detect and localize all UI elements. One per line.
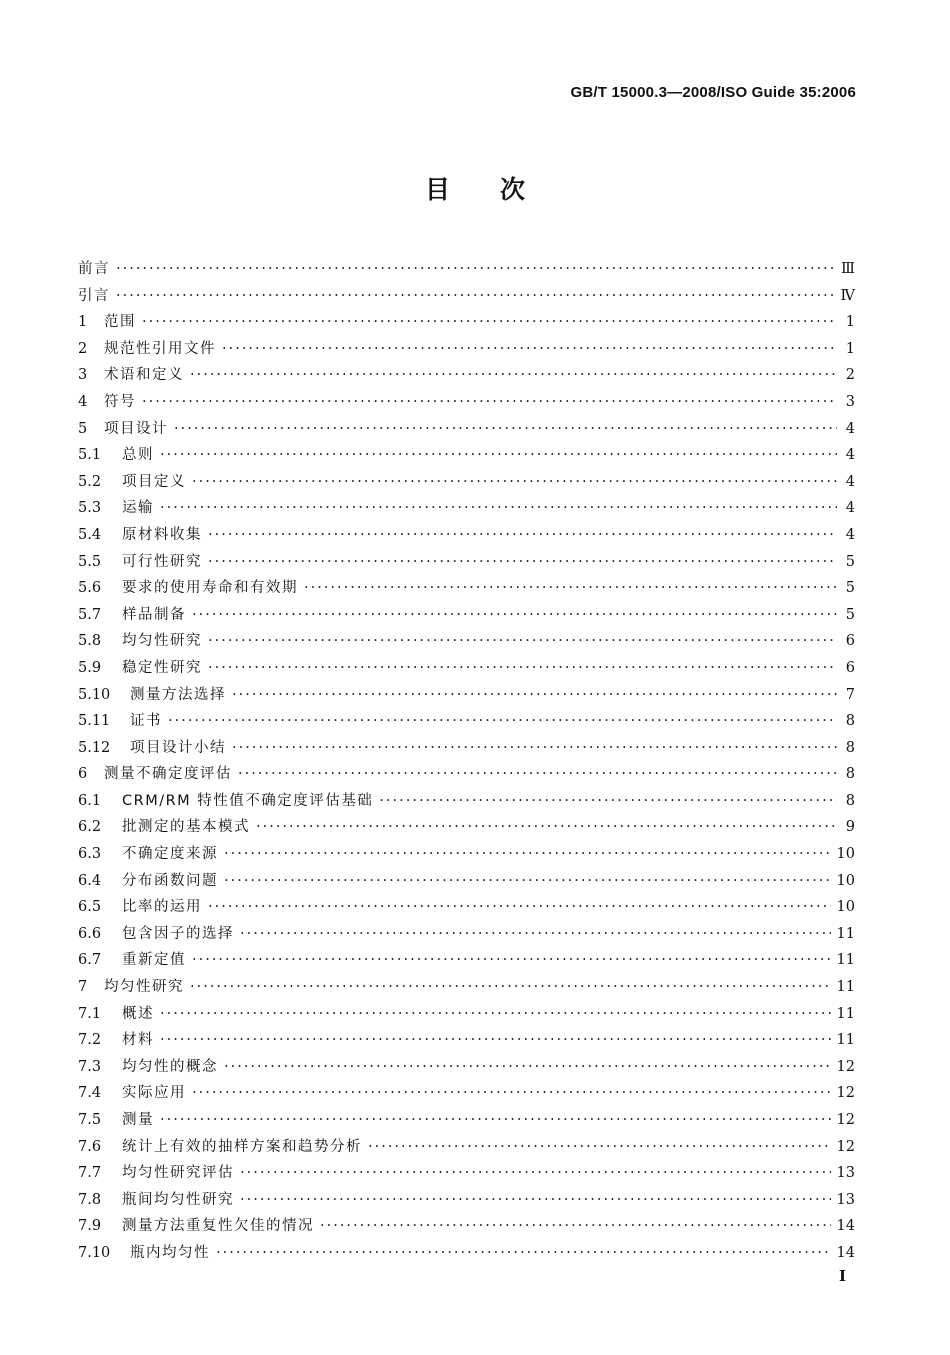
toc-entry[interactable] [78,894,855,921]
toc-entry-title: 重新定值 [122,952,186,969]
toc-entry-page: 5 [845,606,855,623]
toc-entry-page: Ⅲ [841,261,855,277]
toc-entry-page: 8 [845,713,855,730]
toc-entry-title: 项目定义 [122,473,186,490]
toc-entry-page: 12 [836,1085,855,1102]
toc-leader-dots [160,495,837,522]
toc-entry[interactable] [78,814,855,841]
toc-entry-title: 总则 [122,447,154,464]
toc-entry-number: 6.6 [78,925,102,942]
toc-entry-page: Ⅳ [840,287,855,304]
toc-entry-title: 统计上有效的抽样方案和趋势分析 [122,1138,362,1155]
toc-entry-number: 5.9 [78,659,102,676]
toc-entry[interactable] [78,655,855,682]
toc-entry-title: 包含因子的选择 [122,925,234,942]
toc-entry-title: 测量方法重复性欠佳的情况 [122,1218,314,1235]
toc-leader-dots [368,1134,831,1161]
toc-entry-page: 14 [836,1218,855,1235]
toc-entry-title: 不确定度来源 [122,846,218,863]
toc-entry-page: 6 [845,659,855,676]
toc-entry[interactable] [78,735,855,762]
toc-entry-number: 7.4 [78,1085,102,1102]
toc-entry[interactable] [78,628,855,655]
toc-entry-title: 测量方法选择 [130,686,226,703]
toc-entry[interactable] [78,708,855,735]
toc-entry-title: 分布函数问题 [122,872,218,889]
toc-entry[interactable] [78,1134,855,1161]
toc-entry[interactable] [78,788,855,815]
toc-leader-dots [216,1240,831,1267]
toc-entry-page: 2 [845,367,855,384]
toc-entry[interactable] [78,841,855,868]
toc-entry-title: 实际应用 [122,1085,186,1102]
toc-entry-title: 均匀性研究 [104,979,184,996]
toc-entry-title: 运输 [122,500,154,517]
toc-entry-title: 可行性研究 [122,553,202,570]
toc-entry-number: 7.6 [78,1138,102,1155]
toc-entry-page: 6 [845,633,855,650]
toc-leader-dots [379,788,837,815]
toc-entry-page: 14 [836,1244,855,1261]
toc-entry-number: 4 [78,393,88,410]
toc-entry-number: 6.1 [78,792,102,809]
toc-leader-dots [240,921,831,948]
toc-entry[interactable] [78,1054,855,1081]
toc-entry-page: 1 [845,314,855,331]
toc-entry-page: 12 [836,1112,855,1128]
toc-leader-dots [160,1107,831,1134]
toc-entry-page: 11 [836,1005,855,1022]
toc-entry-page: 5 [845,580,855,597]
toc-entry-page: 7 [845,686,855,703]
toc-entry-page: 8 [845,766,855,783]
toc-entry-number: 5.3 [78,500,102,517]
toc-leader-dots [192,1080,831,1107]
toc-entry-page: 11 [836,925,855,942]
toc-entry[interactable] [78,868,855,895]
toc-leader-dots [190,362,837,389]
toc-entry-page: 5 [845,553,855,570]
toc-entry-page: 10 [836,846,855,863]
toc-entry-page: 4 [845,420,855,437]
toc-entry-page: 13 [836,1191,855,1208]
toc-entry-title: 比率的运用 [122,899,202,916]
toc-entry-page: 11 [836,979,855,996]
toc-entry-title: 均匀性研究评估 [122,1165,234,1182]
toc-leader-dots [208,549,837,576]
toc-entry[interactable] [78,549,855,576]
toc-leader-dots [224,868,831,895]
toc-entry-title: 材料 [122,1032,154,1049]
toc-leader-dots [320,1213,831,1240]
toc-entry-title: 测量不确定度评估 [104,766,232,783]
toc-entry-number: 1 [78,314,88,331]
toc-entry-number: 6.2 [78,819,102,836]
toc-entry[interactable] [78,1187,855,1214]
toc-entry[interactable] [78,522,855,549]
toc-leader-dots [208,628,837,655]
toc-entry-page: 13 [836,1165,855,1182]
toc-entry[interactable] [78,283,855,310]
toc-entry[interactable] [78,1001,855,1028]
toc-entry-title: 批测定的基本模式 [122,819,250,836]
toc-leader-dots [304,575,837,602]
toc-entry-number: 7 [78,979,88,996]
toc-entry-title: 符号 [104,393,136,410]
toc-entry-title: 前言 [78,261,110,277]
toc-leader-dots [224,841,831,868]
toc-leader-dots [232,735,837,762]
toc-leader-dots [142,309,837,336]
toc-entry-title: 项目设计小结 [130,739,226,756]
toc-entry[interactable] [78,336,855,363]
toc-leader-dots [240,1160,831,1187]
toc-entry-number: 6.7 [78,952,102,969]
toc-entry-page: 8 [845,739,855,756]
toc-leader-dots [160,1027,831,1054]
toc-entry-number: 7.3 [78,1058,102,1075]
toc-entry-title: 稳定性研究 [122,659,202,676]
toc-entry[interactable] [78,575,855,602]
toc-entry[interactable] [78,761,855,788]
toc-leader-dots [142,389,837,416]
toc-entry-title: 规范性引用文件 [104,340,216,357]
toc-entry-number: 5.5 [78,553,102,570]
toc-entry-page: 12 [836,1138,855,1155]
toc-entry-number: 6.5 [78,899,102,916]
toc-entry-number: 7.7 [78,1165,102,1182]
toc-entry[interactable] [78,1213,855,1240]
toc-entry-page: 4 [845,473,855,490]
toc-entry-number: 7.10 [78,1244,111,1261]
toc-leader-dots [116,283,835,310]
toc-entry[interactable] [78,947,855,974]
toc-entry-page: 8 [845,792,855,809]
toc-entry-title: 术语和定义 [104,367,184,384]
standard-code: GB/T 15000.3—2008/ISO Guide 35:2006 [570,84,856,101]
toc-entry[interactable] [78,1027,855,1054]
toc-entry-title: 样品制备 [122,606,186,623]
toc-leader-dots [208,894,831,921]
toc-leader-dots [192,602,837,629]
toc-leader-dots [224,1054,831,1081]
toc-entry-title: 瓶内均匀性 [130,1244,210,1261]
toc-entry-number: 3 [78,367,88,384]
toc-entry-number: 5.4 [78,526,102,543]
toc-leader-dots [190,974,831,1001]
toc-entry[interactable] [78,974,855,1001]
toc-entry-number: 6 [78,766,88,783]
toc-entry-page: 10 [836,899,855,916]
toc-entry-title: 项目设计 [104,420,168,437]
toc-leader-dots [240,1187,831,1214]
toc-entry-number: 5 [78,420,88,437]
toc-entry-title: 要求的使用寿命和有效期 [122,580,298,597]
toc-entry[interactable] [78,1240,855,1267]
toc-entry[interactable] [78,921,855,948]
toc-entry[interactable] [78,682,855,709]
toc-entry-number: 2 [78,340,88,357]
toc-entry[interactable] [78,469,855,496]
toc-entry-page: 4 [845,500,855,517]
toc-entry-title: 原材料收集 [122,526,202,543]
table-of-contents [78,256,855,1267]
toc-entry-page: 11 [836,952,855,969]
toc-entry[interactable] [78,256,855,283]
toc-leader-dots [160,442,837,469]
toc-leader-dots [116,256,835,283]
toc-entry-number: 5.11 [78,713,111,730]
toc-entry-number: 5.12 [78,739,111,756]
toc-entry[interactable] [78,362,855,389]
toc-entry-page: 4 [845,526,855,543]
toc-entry[interactable] [78,389,855,416]
toc-leader-dots [208,655,837,682]
toc-entry-title: 引言 [78,287,110,304]
toc-entry-title: 均匀性的概念 [122,1058,218,1075]
toc-entry-number: 5.1 [78,447,102,464]
toc-leader-dots [192,947,831,974]
toc-entry-page: 4 [845,447,855,464]
toc-entry[interactable] [78,309,855,336]
toc-entry-number: 5.10 [78,686,111,703]
toc-entry-number: 5.7 [78,606,102,623]
toc-entry-page: 1 [845,340,855,357]
toc-entry-number: 6.3 [78,846,102,863]
toc-leader-dots [238,761,837,788]
toc-entry-page: 3 [845,393,855,410]
toc-entry-title: CRM/RM 特性值不确定度评估基础 [122,792,374,809]
toc-entry[interactable] [78,442,855,469]
toc-entry-page: 11 [836,1032,855,1049]
toc-entry-number: 5.8 [78,633,102,650]
toc-entry-title: 证书 [130,713,162,730]
toc-entry-title: 均匀性研究 [122,633,202,650]
page-title: 目次 [424,175,575,204]
toc-entry-number: 5.2 [78,473,102,490]
toc-leader-dots [192,469,837,496]
toc-entry-page: 12 [836,1058,855,1075]
toc-entry-title: 测量 [122,1112,154,1128]
toc-entry[interactable] [78,416,855,443]
toc-entry-number: 7.2 [78,1032,102,1049]
toc-entry[interactable] [78,1107,855,1134]
toc-entry-title: 概述 [122,1005,154,1022]
toc-leader-dots [232,682,837,709]
toc-entry[interactable] [78,495,855,522]
toc-entry-number: 5.6 [78,580,102,597]
footer-page-number: I [838,1267,846,1285]
toc-entry-page: 9 [845,819,855,836]
toc-entry-number: 7.1 [78,1005,102,1022]
toc-leader-dots [168,708,837,735]
toc-leader-dots [160,1001,831,1028]
toc-entry-number: 6.4 [78,872,102,889]
toc-entry[interactable] [78,602,855,629]
toc-leader-dots [174,416,837,443]
toc-entry-number: 7.9 [78,1218,102,1235]
toc-leader-dots [222,336,837,363]
toc-leader-dots [208,522,837,549]
toc-entry-number: 7.8 [78,1191,102,1208]
toc-entry-title: 瓶间均匀性研究 [122,1191,234,1208]
toc-leader-dots [256,814,837,841]
toc-entry-title: 范围 [104,314,136,331]
toc-entry-number: 7.5 [78,1112,102,1128]
toc-entry[interactable] [78,1080,855,1107]
toc-entry[interactable] [78,1160,855,1187]
toc-entry-page: 10 [836,872,855,889]
